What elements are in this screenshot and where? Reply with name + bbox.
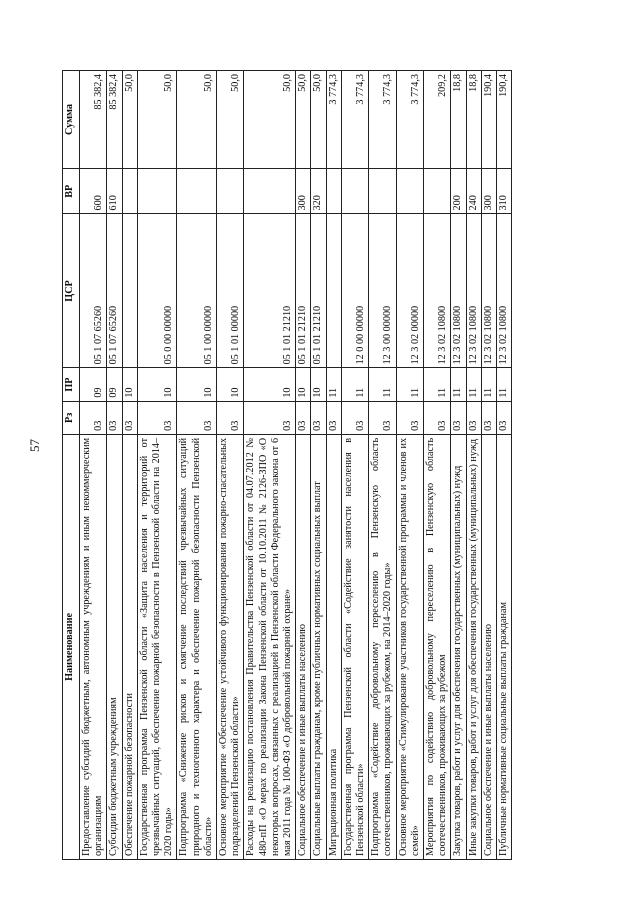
cell-vr bbox=[122, 169, 137, 214]
cell-csr bbox=[326, 214, 341, 368]
cell-vr: 200 bbox=[451, 169, 466, 214]
cell-rz: 03 bbox=[177, 401, 217, 434]
cell-vr bbox=[369, 169, 396, 214]
cell-name: Основное мероприятие «Обеспечение устойчивого функционирования пожарно-спасательных подразделений Пензенской области» bbox=[217, 434, 244, 859]
cell-pr: 10 bbox=[177, 368, 217, 401]
header-name: Наименование bbox=[63, 434, 80, 859]
cell-name: Субсидии бюджетным учреждениям bbox=[107, 434, 122, 859]
cell-name: Обеспечение пожарной безопасности bbox=[122, 434, 137, 859]
table-row bbox=[80, 71, 107, 860]
cell-sum: 50,0 bbox=[177, 71, 217, 169]
table-row bbox=[497, 71, 512, 860]
cell-pr: 10 bbox=[137, 368, 177, 401]
cell-pr: 10 bbox=[296, 368, 311, 401]
cell-vr: 600 bbox=[80, 169, 107, 214]
cell-sum: 190,4 bbox=[497, 71, 512, 169]
cell-rz: 03 bbox=[122, 401, 137, 434]
cell-sum: 50,0 bbox=[244, 71, 296, 169]
table-row bbox=[122, 71, 137, 860]
cell-csr: 12 3 02 10800 bbox=[497, 214, 512, 368]
table-row bbox=[481, 71, 496, 860]
cell-sum: 190,4 bbox=[481, 71, 496, 169]
cell-pr: 11 bbox=[497, 368, 512, 401]
cell-sum: 50,0 bbox=[217, 71, 244, 169]
table-row bbox=[341, 71, 368, 860]
cell-sum: 50,0 bbox=[311, 71, 326, 169]
budget-table-container bbox=[62, 70, 612, 860]
cell-pr: 11 bbox=[451, 368, 466, 401]
cell-sum: 3 774,3 bbox=[341, 71, 368, 169]
cell-name: Предоставление субсидий бюджетным, автономным учреждениям и иным некоммерческим организациям bbox=[80, 434, 107, 859]
budget-table bbox=[62, 70, 512, 860]
cell-vr: 300 bbox=[481, 169, 496, 214]
cell-rz: 03 bbox=[244, 401, 296, 434]
cell-rz: 03 bbox=[341, 401, 368, 434]
table-row bbox=[107, 71, 122, 860]
table-row bbox=[177, 71, 217, 860]
cell-pr: 11 bbox=[481, 368, 496, 401]
cell-rz: 03 bbox=[481, 401, 496, 434]
cell-sum: 18,8 bbox=[451, 71, 466, 169]
cell-pr: 09 bbox=[80, 368, 107, 401]
table-row bbox=[311, 71, 326, 860]
cell-pr: 10 bbox=[244, 368, 296, 401]
cell-name: Расходы на реализацию постановления Правительства Пензенской области от 04.07.2012 № 480-пП «О мерах по реализации Закона Пензенской области от 10.10.2011 № 2126-ЗПО «О некоторых вопросах, связанных с реализацией в Пензенской области Федерального закона от 6 мая 2011 года № 100-ФЗ «О добровольной пожарной охране» bbox=[244, 434, 296, 859]
cell-csr: 05 1 07 65260 bbox=[107, 214, 122, 368]
cell-rz: 03 bbox=[451, 401, 466, 434]
page-number: 57 bbox=[27, 439, 42, 452]
cell-vr bbox=[341, 169, 368, 214]
header-pr: ПР bbox=[63, 368, 80, 401]
cell-csr: 05 1 00 00000 bbox=[177, 214, 217, 368]
cell-vr: 240 bbox=[466, 169, 481, 214]
cell-name: Иные закупки товаров, работ и услуг для обеспечения государственных (муниципальных) нужд bbox=[466, 434, 481, 859]
cell-csr: 12 0 00 00000 bbox=[341, 214, 368, 368]
cell-vr: 320 bbox=[311, 169, 326, 214]
header-sum: Сумма bbox=[63, 71, 80, 169]
cell-rz: 03 bbox=[296, 401, 311, 434]
cell-pr: 09 bbox=[107, 368, 122, 401]
cell-rz: 03 bbox=[466, 401, 481, 434]
cell-vr bbox=[396, 169, 423, 214]
cell-sum: 50,0 bbox=[296, 71, 311, 169]
table-row bbox=[137, 71, 177, 860]
cell-rz: 03 bbox=[369, 401, 396, 434]
table-row bbox=[451, 71, 466, 860]
cell-name: Государственная программа Пензенской области «Защита населения и территорий от чрезвычайных ситуаций, обеспечение пожарной безопасности в Пензенской области на 2014–2020 годы» bbox=[137, 434, 177, 859]
cell-name: Основное мероприятие «Стимулирование участников государственной программы и членов их семей» bbox=[396, 434, 423, 859]
cell-vr bbox=[326, 169, 341, 214]
cell-csr: 05 1 07 65260 bbox=[80, 214, 107, 368]
cell-rz: 03 bbox=[80, 401, 107, 434]
cell-vr bbox=[177, 169, 217, 214]
cell-sum: 3 774,3 bbox=[326, 71, 341, 169]
cell-pr: 11 bbox=[369, 368, 396, 401]
cell-csr: 12 3 02 10800 bbox=[481, 214, 496, 368]
cell-name: Миграционная политика bbox=[326, 434, 341, 859]
cell-vr: 610 bbox=[107, 169, 122, 214]
cell-pr: 11 bbox=[326, 368, 341, 401]
cell-sum: 85 382,4 bbox=[80, 71, 107, 169]
cell-csr: 05 0 00 00000 bbox=[137, 214, 177, 368]
cell-sum: 209,2 bbox=[424, 71, 451, 169]
cell-rz: 03 bbox=[497, 401, 512, 434]
cell-pr: 11 bbox=[341, 368, 368, 401]
table-row bbox=[326, 71, 341, 860]
cell-csr: 12 3 02 10800 bbox=[466, 214, 481, 368]
cell-vr: 310 bbox=[497, 169, 512, 214]
table-row bbox=[217, 71, 244, 860]
cell-csr: 05 1 01 21210 bbox=[311, 214, 326, 368]
cell-name: Подпрограмма «Снижение рисков и смягчение последствий чрезвычайных ситуаций природного и техногенного характера и обеспечение пожарной безопасности Пензенской области» bbox=[177, 434, 217, 859]
cell-name: Подпрограмма «Содействие добровольному переселению в Пензенскую область соотечественников, проживающих за рубежом, на 2014–2020 годы» bbox=[369, 434, 396, 859]
cell-sum: 85 382,4 bbox=[107, 71, 122, 169]
cell-vr bbox=[217, 169, 244, 214]
table-row bbox=[244, 71, 296, 860]
cell-rz: 03 bbox=[424, 401, 451, 434]
cell-rz: 03 bbox=[107, 401, 122, 434]
cell-sum: 50,0 bbox=[122, 71, 137, 169]
table-row bbox=[296, 71, 311, 860]
cell-pr: 11 bbox=[424, 368, 451, 401]
cell-csr: 05 1 01 21210 bbox=[244, 214, 296, 368]
header-csr: ЦСР bbox=[63, 214, 80, 368]
table-row bbox=[424, 71, 451, 860]
cell-pr: 11 bbox=[396, 368, 423, 401]
cell-pr: 10 bbox=[217, 368, 244, 401]
cell-csr bbox=[122, 214, 137, 368]
cell-sum: 18,8 bbox=[466, 71, 481, 169]
cell-name: Социальное обеспечение и иные выплаты населению bbox=[296, 434, 311, 859]
table-header-row bbox=[63, 71, 80, 860]
cell-rz: 03 bbox=[326, 401, 341, 434]
table-row bbox=[369, 71, 396, 860]
cell-pr: 10 bbox=[311, 368, 326, 401]
cell-csr: 12 3 00 00000 bbox=[369, 214, 396, 368]
cell-csr: 12 3 02 10800 bbox=[451, 214, 466, 368]
cell-rz: 03 bbox=[396, 401, 423, 434]
cell-pr: 11 bbox=[466, 368, 481, 401]
cell-sum: 3 774,3 bbox=[396, 71, 423, 169]
cell-csr: 05 1 01 21210 bbox=[296, 214, 311, 368]
cell-name: Публичные нормативные социальные выплаты гражданам bbox=[497, 434, 512, 859]
cell-name: Социальные выплаты гражданам, кроме публичных нормативных социальных выплат bbox=[311, 434, 326, 859]
table-row bbox=[466, 71, 481, 860]
cell-sum: 50,0 bbox=[137, 71, 177, 169]
cell-csr: 05 1 01 00000 bbox=[217, 214, 244, 368]
cell-rz: 03 bbox=[311, 401, 326, 434]
cell-vr: 300 bbox=[296, 169, 311, 214]
cell-rz: 03 bbox=[217, 401, 244, 434]
header-vr: ВР bbox=[63, 169, 80, 214]
cell-sum: 3 774,3 bbox=[369, 71, 396, 169]
table-row bbox=[396, 71, 423, 860]
cell-rz: 03 bbox=[137, 401, 177, 434]
cell-vr bbox=[137, 169, 177, 214]
cell-name: Социальное обеспечение и иные выплаты населению bbox=[481, 434, 496, 859]
cell-name: Закупка товаров, работ и услуг для обеспечения государственных (муниципальных) нужд bbox=[451, 434, 466, 859]
cell-pr: 10 bbox=[122, 368, 137, 401]
header-rz: Рз bbox=[63, 401, 80, 434]
cell-name: Мероприятия по содействию добровольному переселению в Пензенскую область соотечественников, проживающих за рубежом bbox=[424, 434, 451, 859]
cell-vr bbox=[424, 169, 451, 214]
cell-csr: 12 3 02 00000 bbox=[396, 214, 423, 368]
cell-vr bbox=[244, 169, 296, 214]
cell-csr: 12 3 02 10800 bbox=[424, 214, 451, 368]
cell-name: Государственная программа Пензенской области «Содействие занятости населения в Пензенской области» bbox=[341, 434, 368, 859]
